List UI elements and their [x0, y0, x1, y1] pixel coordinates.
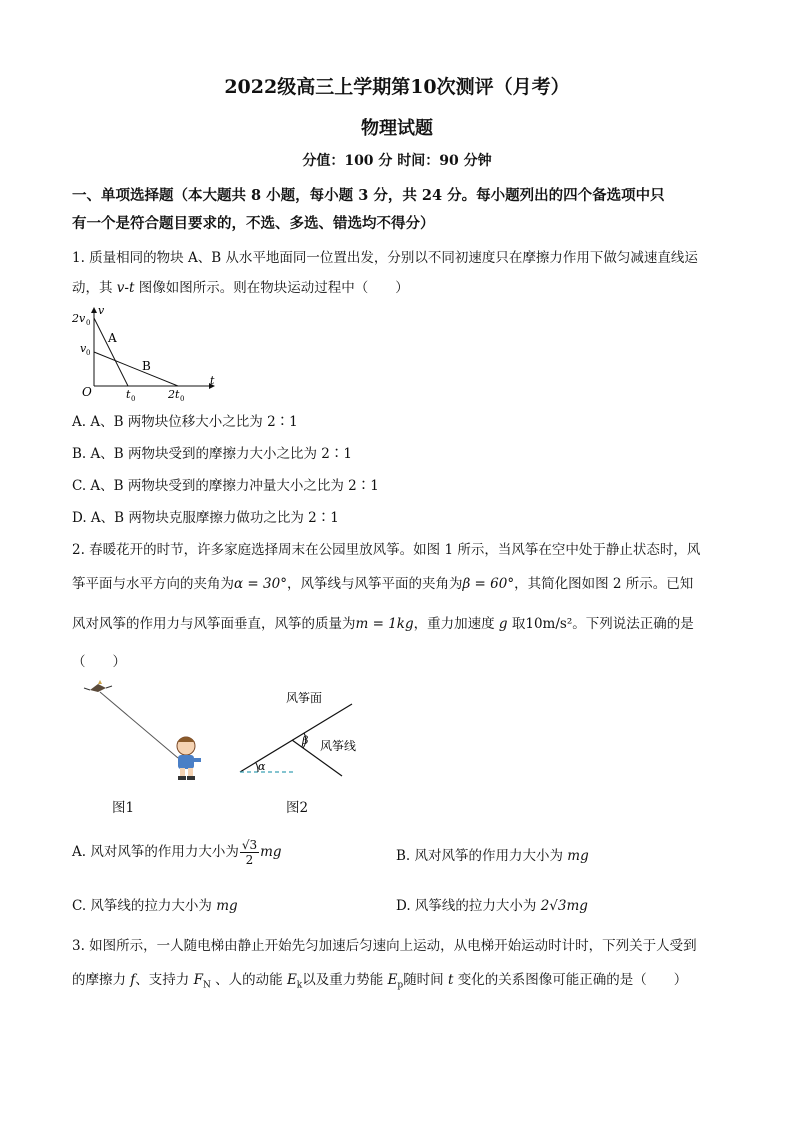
q1-option-d: D. A、B 两物块克服摩擦力做功之比为 2∶1: [72, 510, 339, 526]
q3-f: f: [130, 972, 136, 988]
q2-opt-d-text: D. 风筝线的拉力大小为: [396, 898, 541, 914]
q1-option-b: B. A、B 两物块受到的摩擦力大小之比为 2∶1: [72, 446, 352, 462]
q2-figure2: [232, 680, 382, 790]
q2-fig1-caption: 图1: [112, 800, 135, 816]
q1-line1: 1. 质量相同的物块 A、B 从水平地面同一位置出发，分别以不同初速度只在摩擦力作用下做匀减速直线运: [72, 250, 698, 266]
q2-opt-b-text: B. 风对风筝的作用力大小为: [396, 848, 568, 864]
q1-tick-2t0-sub: 0: [180, 395, 185, 403]
q1-tick-v0: v: [80, 342, 87, 355]
section-heading-line2: 有一个是符合题目要求的，不选、多选、错选均不得分）: [72, 215, 435, 232]
q1-line2: [72, 276, 722, 296]
q2-mass-value: m = 1kg: [355, 616, 414, 632]
q1-x-label: t: [210, 374, 215, 387]
q3-text-f: 变化的关系图像可能正确的是（ ）: [453, 972, 688, 988]
fraction-denominator: 2: [245, 853, 254, 867]
q2-opt-a-mg: mg: [260, 844, 282, 860]
q2-fig2-caption: 图2: [286, 800, 309, 816]
q2-opt-a-text: A. 风对风筝的作用力大小为: [72, 844, 239, 860]
q2-text-g: ，重力加速度: [413, 616, 499, 632]
q1-origin: O: [82, 385, 92, 399]
q1-tick-2v0-sub: 0: [86, 319, 91, 327]
fig2-beta: β: [302, 734, 309, 747]
kite-string: [100, 692, 178, 758]
q2-g-symbol: g: [498, 616, 508, 632]
q2-text-take: 取: [507, 616, 526, 632]
q1-tick-t0: t: [126, 388, 131, 401]
q2-figure1: [76, 678, 206, 788]
q3-ek: E: [286, 972, 297, 988]
q3-line1: 3. 如图所示，一人随电梯由静止开始先匀加速后匀速向上运动，从电梯开始运动时计时，下列关于人受到: [72, 938, 697, 954]
q2-text-end: 。下列说法正确的是: [572, 616, 694, 632]
q1-tick-t0-sub: 0: [131, 395, 136, 403]
q3-text-b: 、支持力: [135, 972, 194, 988]
q2-option-c: [72, 894, 238, 914]
q2-option-a: [72, 838, 282, 867]
kite-icon: [84, 680, 112, 692]
q2-text-b: ，风筝线与风筝平面的夹角为: [286, 576, 463, 592]
q1-y-label: v: [98, 304, 105, 317]
q1-option-a: A. A、B 两物块位移大小之比为 2∶1: [72, 414, 298, 430]
q1-label-b: B: [142, 359, 151, 373]
q2-alpha-value: α = 30°: [234, 576, 287, 592]
q1-text-post: 图像如图所示。则在物块运动过程中（ ）: [134, 280, 409, 296]
q2-text-mass: 风对风筝的作用力与风筝面垂直，风筝的质量为: [72, 616, 356, 632]
q1-option-c: C. A、B 两物块受到的摩擦力冲量大小之比为 2∶1: [72, 478, 379, 494]
fig2-label-line: 风筝线: [320, 739, 357, 753]
q3-text-d: 以及重力势能: [302, 972, 388, 988]
q2-option-b: [396, 844, 589, 864]
q3-text-e: 随时间: [403, 972, 448, 988]
q2-line3: [72, 612, 722, 632]
q1-vt-graph: [66, 304, 226, 404]
q2-line2: [72, 572, 722, 592]
child-icon: [177, 737, 201, 780]
q2-opt-b-mg: mg: [567, 848, 589, 864]
q2-text-a: 筝平面与水平方向的夹角为: [72, 576, 234, 592]
q2-line1: 2. 春暖花开的时节，许多家庭选择周末在公园里放风筝。如图 1 所示，当风筝在空中处于静止状态时，风: [72, 542, 701, 558]
q3-text-a: 的摩擦力: [72, 972, 131, 988]
q1-text: 动，其: [72, 280, 117, 296]
q2-opt-c-text: C. 风筝线的拉力大小为: [72, 898, 217, 914]
kite-plane-line: [240, 704, 352, 772]
fig2-label-plane: 风筝面: [286, 691, 323, 705]
q2-opt-a-fraction: [240, 838, 259, 867]
q3-ep: E: [387, 972, 398, 988]
q1-line-b: [94, 352, 178, 386]
q3-line2: [72, 968, 722, 991]
q2-text-c: ，其简化图如图 2 所示。已知: [514, 576, 694, 592]
q2-opt-c-mg: mg: [216, 898, 238, 914]
subject-title: 物理试题: [361, 118, 433, 139]
q1-label-a: A: [108, 331, 117, 345]
fraction-numerator: √3: [241, 838, 258, 852]
q3-ek-sub: k: [296, 980, 303, 991]
q3-fn-sub: N: [202, 980, 211, 991]
q2-beta-value: β = 60°: [462, 576, 515, 592]
fig2-alpha: α: [258, 760, 266, 773]
q3-fn: F: [193, 972, 203, 988]
q3-t: t: [447, 972, 454, 988]
q1-vt: v-t: [116, 280, 135, 296]
q1-tick-2t0: 2t: [168, 388, 180, 401]
q2-opt-d-mg: 2√3mg: [540, 898, 588, 914]
q2-line4: （ ）: [72, 654, 126, 670]
exam-meta: 分值：100 分 时间：90 分钟: [302, 153, 492, 169]
q3-text-c: 、人的动能: [210, 972, 287, 988]
q1-tick-2v0: 2v: [72, 312, 86, 325]
q1-line-a: [94, 318, 128, 386]
q1-tick-v0-sub: 0: [86, 349, 91, 357]
q2-g-value: 10m/s²: [525, 616, 573, 632]
section-heading-line1: 一、单项选择题（本大题共 8 小题，每小题 3 分，共 24 分。每小题列出的四个备选项中只: [72, 187, 665, 204]
q2-option-d: [396, 894, 588, 914]
exam-title: 2022级高三上学期第10次测评（月考）: [224, 76, 570, 98]
q3-ep-sub: p: [397, 980, 404, 991]
